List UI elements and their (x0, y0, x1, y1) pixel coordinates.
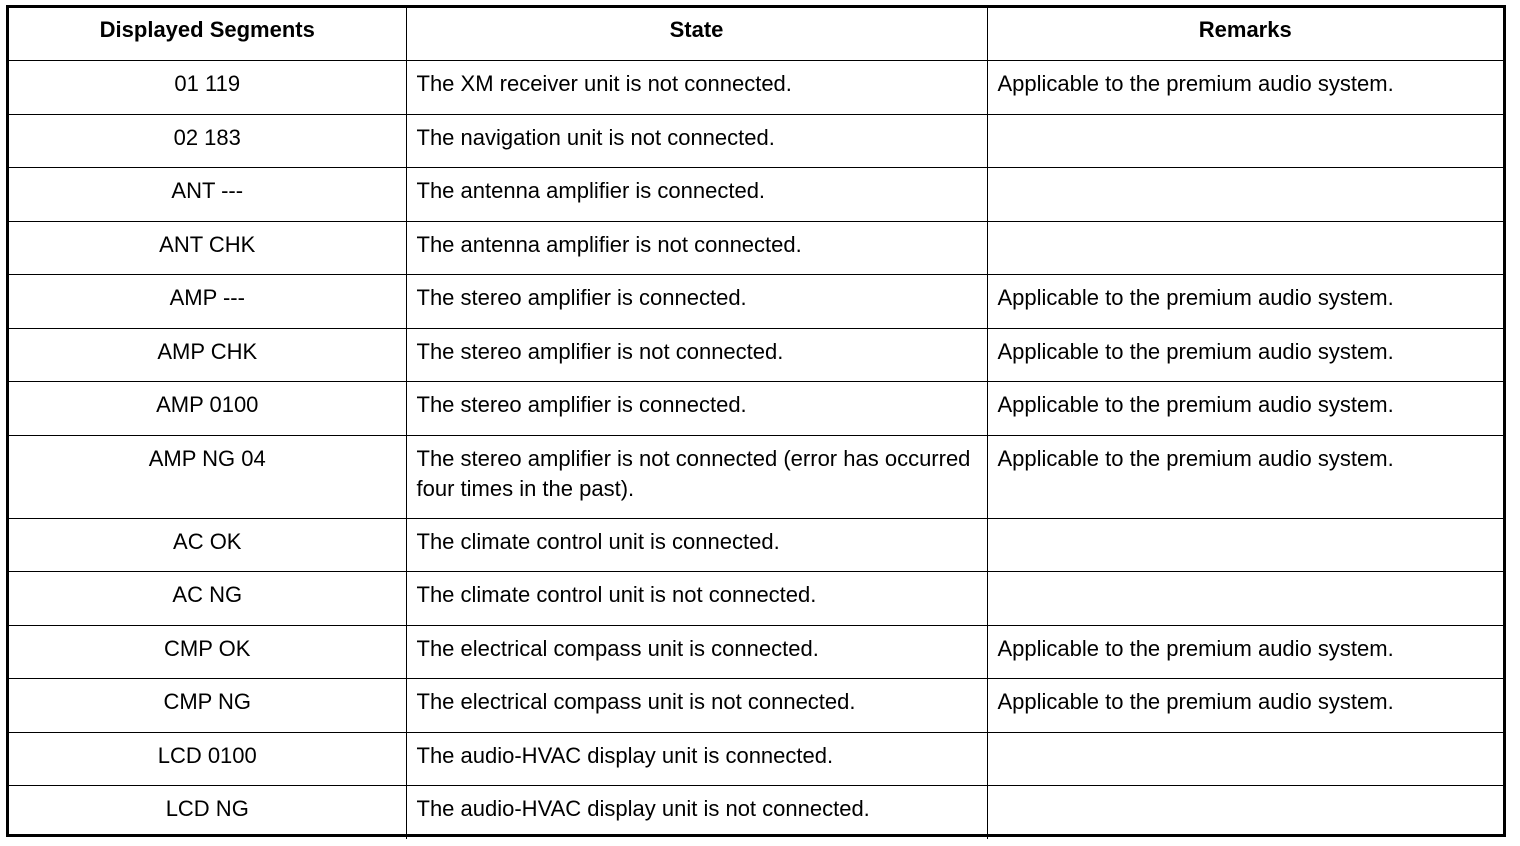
remarks-cell: Applicable to the premium audio system. (987, 382, 1503, 436)
table-row (9, 435, 1503, 518)
remarks-cell (987, 168, 1503, 222)
table-row (9, 275, 1503, 329)
segment-cell: AC NG (9, 572, 406, 626)
state-cell: The climate control unit is not connected. (406, 572, 987, 626)
remarks-cell (987, 518, 1503, 572)
remarks-cell (987, 572, 1503, 626)
segment-cell: 02 183 (9, 114, 406, 168)
table-row (9, 168, 1503, 222)
state-cell: The navigation unit is not connected. (406, 114, 987, 168)
segment-cell: AMP NG 04 (9, 435, 406, 518)
segment-cell: AMP --- (9, 275, 406, 329)
remarks-cell: Applicable to the premium audio system. (987, 328, 1503, 382)
remarks-cell (987, 221, 1503, 275)
table-row (9, 625, 1503, 679)
state-cell: The climate control unit is connected. (406, 518, 987, 572)
state-cell: The stereo amplifier is not connected. (406, 328, 987, 382)
header-state: State (406, 8, 987, 61)
segment-cell: AC OK (9, 518, 406, 572)
remarks-cell (987, 732, 1503, 786)
segment-cell: CMP NG (9, 679, 406, 733)
remarks-cell: Applicable to the premium audio system. (987, 625, 1503, 679)
remarks-cell: Applicable to the premium audio system. (987, 275, 1503, 329)
state-cell: The electrical compass unit is connected. (406, 625, 987, 679)
segment-cell: LCD 0100 (9, 732, 406, 786)
segment-cell: AMP CHK (9, 328, 406, 382)
state-cell: The stereo amplifier is not connected (error has occurred four times in the past). (406, 435, 987, 518)
segment-cell: CMP OK (9, 625, 406, 679)
header-remarks: Remarks (987, 8, 1503, 61)
state-cell: The audio-HVAC display unit is not connected. (406, 786, 987, 840)
state-cell: The antenna amplifier is connected. (406, 168, 987, 222)
table-row (9, 679, 1503, 733)
table-row (9, 328, 1503, 382)
segments-table-container (6, 5, 1506, 837)
state-cell: The XM receiver unit is not connected. (406, 61, 987, 115)
segment-cell: AMP 0100 (9, 382, 406, 436)
header-displayed-segments: Displayed Segments (9, 8, 406, 61)
segment-cell: LCD NG (9, 786, 406, 840)
table-row (9, 221, 1503, 275)
state-cell: The antenna amplifier is not connected. (406, 221, 987, 275)
table-row (9, 518, 1503, 572)
remarks-cell: Applicable to the premium audio system. (987, 679, 1503, 733)
state-cell: The electrical compass unit is not connected. (406, 679, 987, 733)
segment-cell: ANT CHK (9, 221, 406, 275)
state-cell: The audio-HVAC display unit is connected. (406, 732, 987, 786)
segment-cell: 01 119 (9, 61, 406, 115)
table-row (9, 732, 1503, 786)
state-cell: The stereo amplifier is connected. (406, 275, 987, 329)
remarks-cell (987, 114, 1503, 168)
state-cell: The stereo amplifier is connected. (406, 382, 987, 436)
segments-table (9, 8, 1503, 839)
table-row (9, 382, 1503, 436)
table-row (9, 114, 1503, 168)
remarks-cell: Applicable to the premium audio system. (987, 61, 1503, 115)
table-row (9, 572, 1503, 626)
segment-cell: ANT --- (9, 168, 406, 222)
table-row (9, 786, 1503, 840)
remarks-cell (987, 786, 1503, 840)
remarks-cell: Applicable to the premium audio system. (987, 435, 1503, 518)
header-row (9, 8, 1503, 61)
table-row (9, 61, 1503, 115)
